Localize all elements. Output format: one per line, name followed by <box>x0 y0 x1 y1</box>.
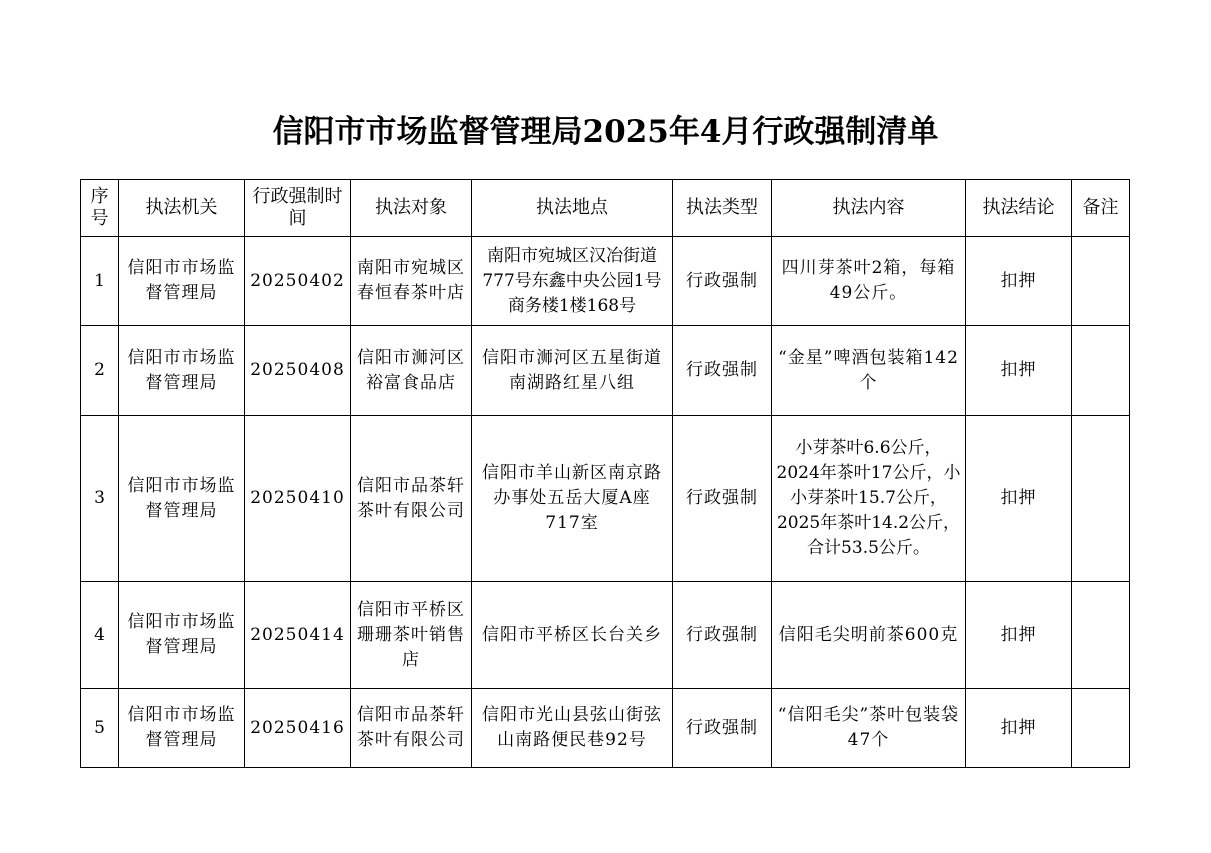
cell-conclusion: 扣押 <box>966 326 1072 416</box>
cell-location: 南阳市宛城区汉冶街道777号东鑫中央公园1号商务楼1楼168号 <box>472 237 673 326</box>
cell-no: 1 <box>81 237 119 326</box>
cell-agency: 信阳市市场监督管理局 <box>119 689 245 768</box>
header-conclusion: 执法结论 <box>966 180 1072 237</box>
cell-target: 信阳市浉河区裕富食品店 <box>351 326 472 416</box>
table-row <box>81 237 1130 326</box>
header-target: 执法对象 <box>351 180 472 237</box>
cell-agency: 信阳市市场监督管理局 <box>119 416 245 582</box>
table-row <box>81 416 1130 582</box>
cell-content: 信阳毛尖明前茶600克 <box>772 582 966 689</box>
header-type: 执法类型 <box>673 180 772 237</box>
cell-content: 四川芽茶叶2箱，每箱49公斤。 <box>772 237 966 326</box>
header-content: 执法内容 <box>772 180 966 237</box>
cell-target: 信阳市品茶轩茶叶有限公司 <box>351 416 472 582</box>
header-agency: 执法机关 <box>119 180 245 237</box>
cell-no: 3 <box>81 416 119 582</box>
cell-content: “金星”啤酒包装箱142个 <box>772 326 966 416</box>
enforcement-table <box>80 179 1130 768</box>
header-remark: 备注 <box>1072 180 1130 237</box>
cell-conclusion: 扣押 <box>966 689 1072 768</box>
cell-conclusion: 扣押 <box>966 582 1072 689</box>
cell-type: 行政强制 <box>673 237 772 326</box>
cell-content: 小芽茶叶6.6公斤，2024年茶叶17公斤，小小芽茶叶15.7公斤，2025年茶叶14.2公斤，合计53.5公斤。 <box>772 416 966 582</box>
cell-content: “信阳毛尖”茶叶包装袋47个 <box>772 689 966 768</box>
cell-date: 20250414 <box>245 582 351 689</box>
cell-no: 5 <box>81 689 119 768</box>
cell-date: 20250410 <box>245 416 351 582</box>
cell-agency: 信阳市市场监督管理局 <box>119 237 245 326</box>
cell-location: 信阳市平桥区长台关乡 <box>472 582 673 689</box>
cell-remark <box>1072 582 1130 689</box>
cell-remark <box>1072 326 1130 416</box>
cell-target: 信阳市平桥区珊珊茶叶销售店 <box>351 582 472 689</box>
header-date: 行政强制时间 <box>245 180 351 237</box>
cell-agency: 信阳市市场监督管理局 <box>119 326 245 416</box>
cell-type: 行政强制 <box>673 416 772 582</box>
cell-conclusion: 扣押 <box>966 416 1072 582</box>
cell-date: 20250416 <box>245 689 351 768</box>
table-row <box>81 326 1130 416</box>
cell-date: 20250408 <box>245 326 351 416</box>
cell-target: 南阳市宛城区春恒春茶叶店 <box>351 237 472 326</box>
cell-target: 信阳市品茶轩茶叶有限公司 <box>351 689 472 768</box>
table-row <box>81 689 1130 768</box>
cell-date: 20250402 <box>245 237 351 326</box>
cell-no: 2 <box>81 326 119 416</box>
table-row <box>81 582 1130 689</box>
cell-type: 行政强制 <box>673 582 772 689</box>
cell-remark <box>1072 237 1130 326</box>
cell-location: 信阳市浉河区五星街道南湖路红星八组 <box>472 326 673 416</box>
cell-type: 行政强制 <box>673 326 772 416</box>
cell-no: 4 <box>81 582 119 689</box>
cell-location: 信阳市光山县弦山街弦山南路便民巷92号 <box>472 689 673 768</box>
header-location: 执法地点 <box>472 180 673 237</box>
cell-location: 信阳市羊山新区南京路办事处五岳大厦A座717室 <box>472 416 673 582</box>
cell-type: 行政强制 <box>673 689 772 768</box>
cell-conclusion: 扣押 <box>966 237 1072 326</box>
header-no: 序号 <box>81 180 119 237</box>
table-header-row <box>81 180 1130 237</box>
cell-agency: 信阳市市场监督管理局 <box>119 582 245 689</box>
cell-remark <box>1072 416 1130 582</box>
cell-remark <box>1072 689 1130 768</box>
document-title: 信阳市市场监督管理局2025年4月行政强制清单 <box>272 114 939 150</box>
